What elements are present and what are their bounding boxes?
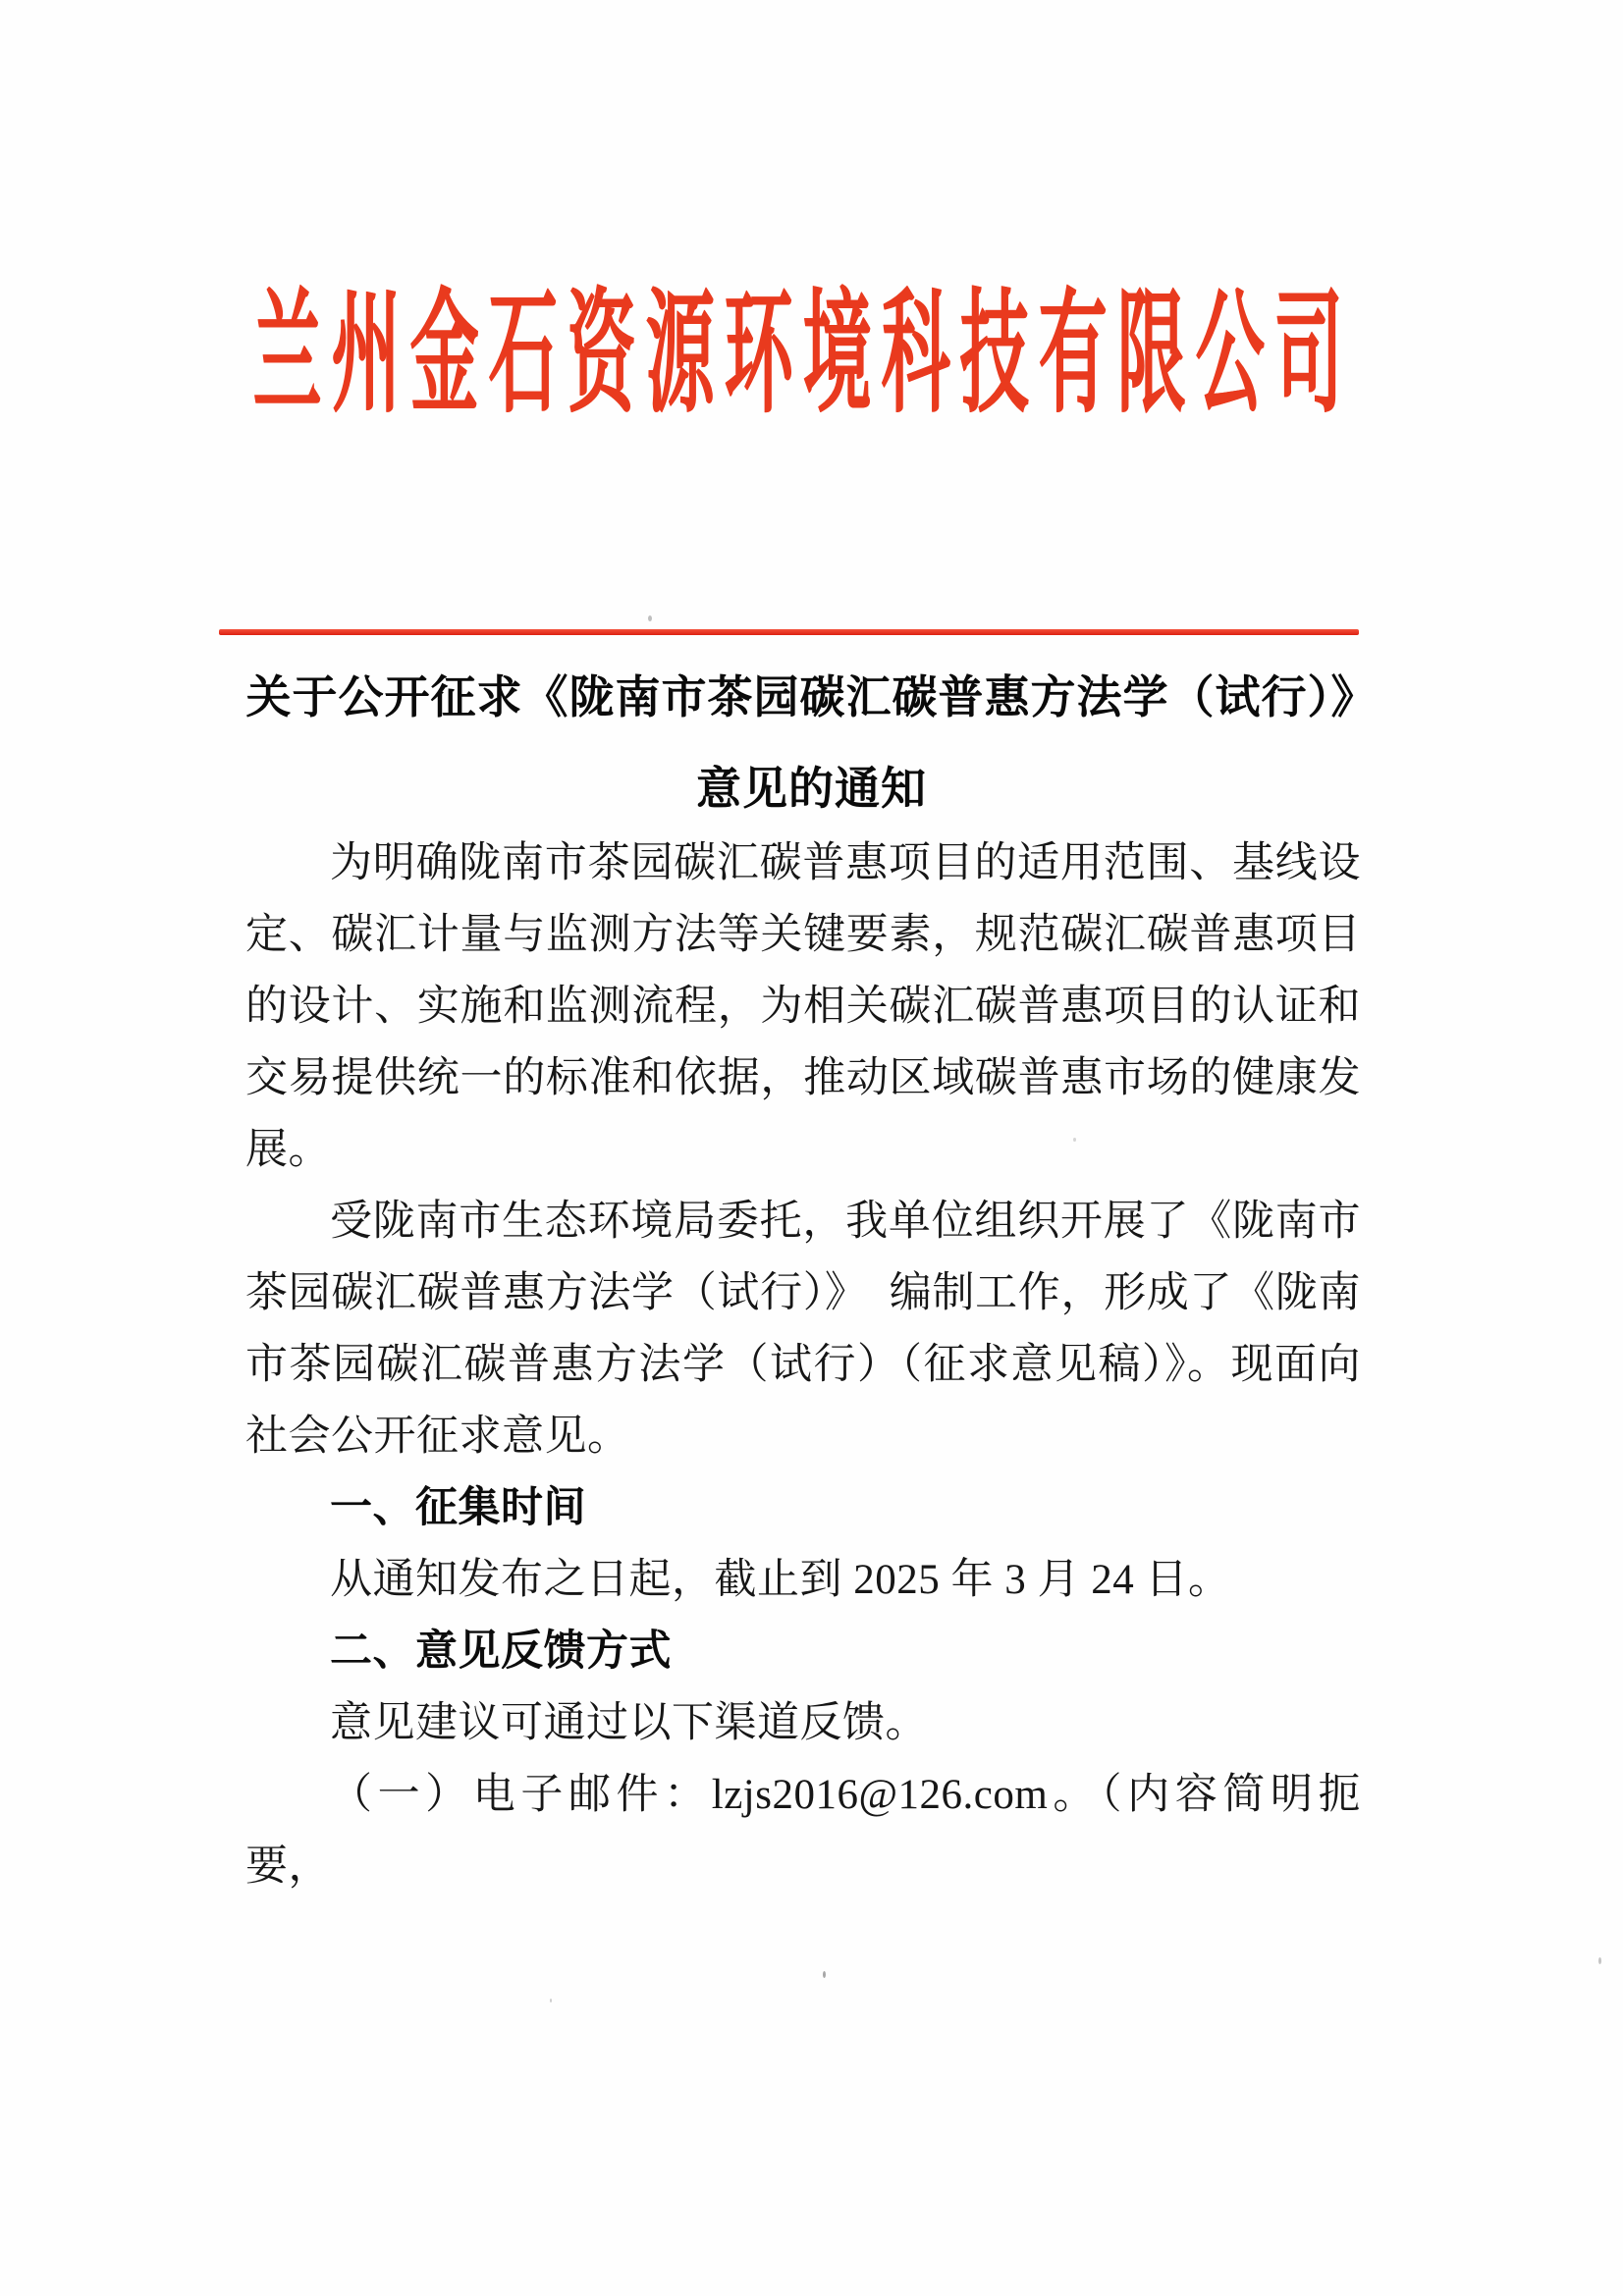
paragraph-background: 受陇南市生态环境局委托，我单位组织开展了《陇南市茶园碳汇碳普惠方法学（试行）》 编制工作，形成了《陇南市茶园碳汇碳普惠方法学（试行）（征求意见稿）》。现面向社会公开征求意见。 (245, 1199, 1361, 1460)
paragraph-feedback-channels: 意见建议可通过以下渠道反馈。 (330, 1700, 928, 1746)
document-body (245, 828, 1361, 1902)
section-heading-collection-time: 一、征集时间 (330, 1484, 586, 1531)
document-title-line2: 意见的通知 (696, 764, 927, 814)
paragraph-email-channel: （一）电子邮件：lzjs2016@126.com。（内容简明扼要， (245, 1772, 1361, 1890)
letterhead-divider-line (219, 629, 1359, 635)
document-title-line1: 关于公开征求《陇南市茶园碳汇碳普惠方法学（试行）》 (245, 672, 1378, 722)
scan-speck (1073, 1138, 1076, 1142)
scan-speck (648, 615, 652, 621)
scan-speck (550, 1999, 552, 2002)
document-title (147, 652, 1476, 834)
scan-speck (1598, 1957, 1601, 1964)
scan-speck (823, 1971, 826, 1978)
paragraph-purpose: 为明确陇南市茶园碳汇碳普惠项目的适用范围、基线设定、碳汇计量与监测方法等关键要素，规范碳汇碳普惠项目的设计、实施和监测流程，为相关碳汇碳普惠项目的认证和交易提供统一的标准和依据，推动区域碳普惠市场的健康发展。 (245, 840, 1361, 1173)
paragraph-deadline: 从通知发布之日起，截止到 2025 年 3 月 24 日。 (330, 1557, 1231, 1603)
section-heading-feedback-method: 二、意见反馈方式 (330, 1628, 672, 1675)
company-letterhead: 兰州金石资源环境科技有限公司 (252, 283, 1353, 431)
